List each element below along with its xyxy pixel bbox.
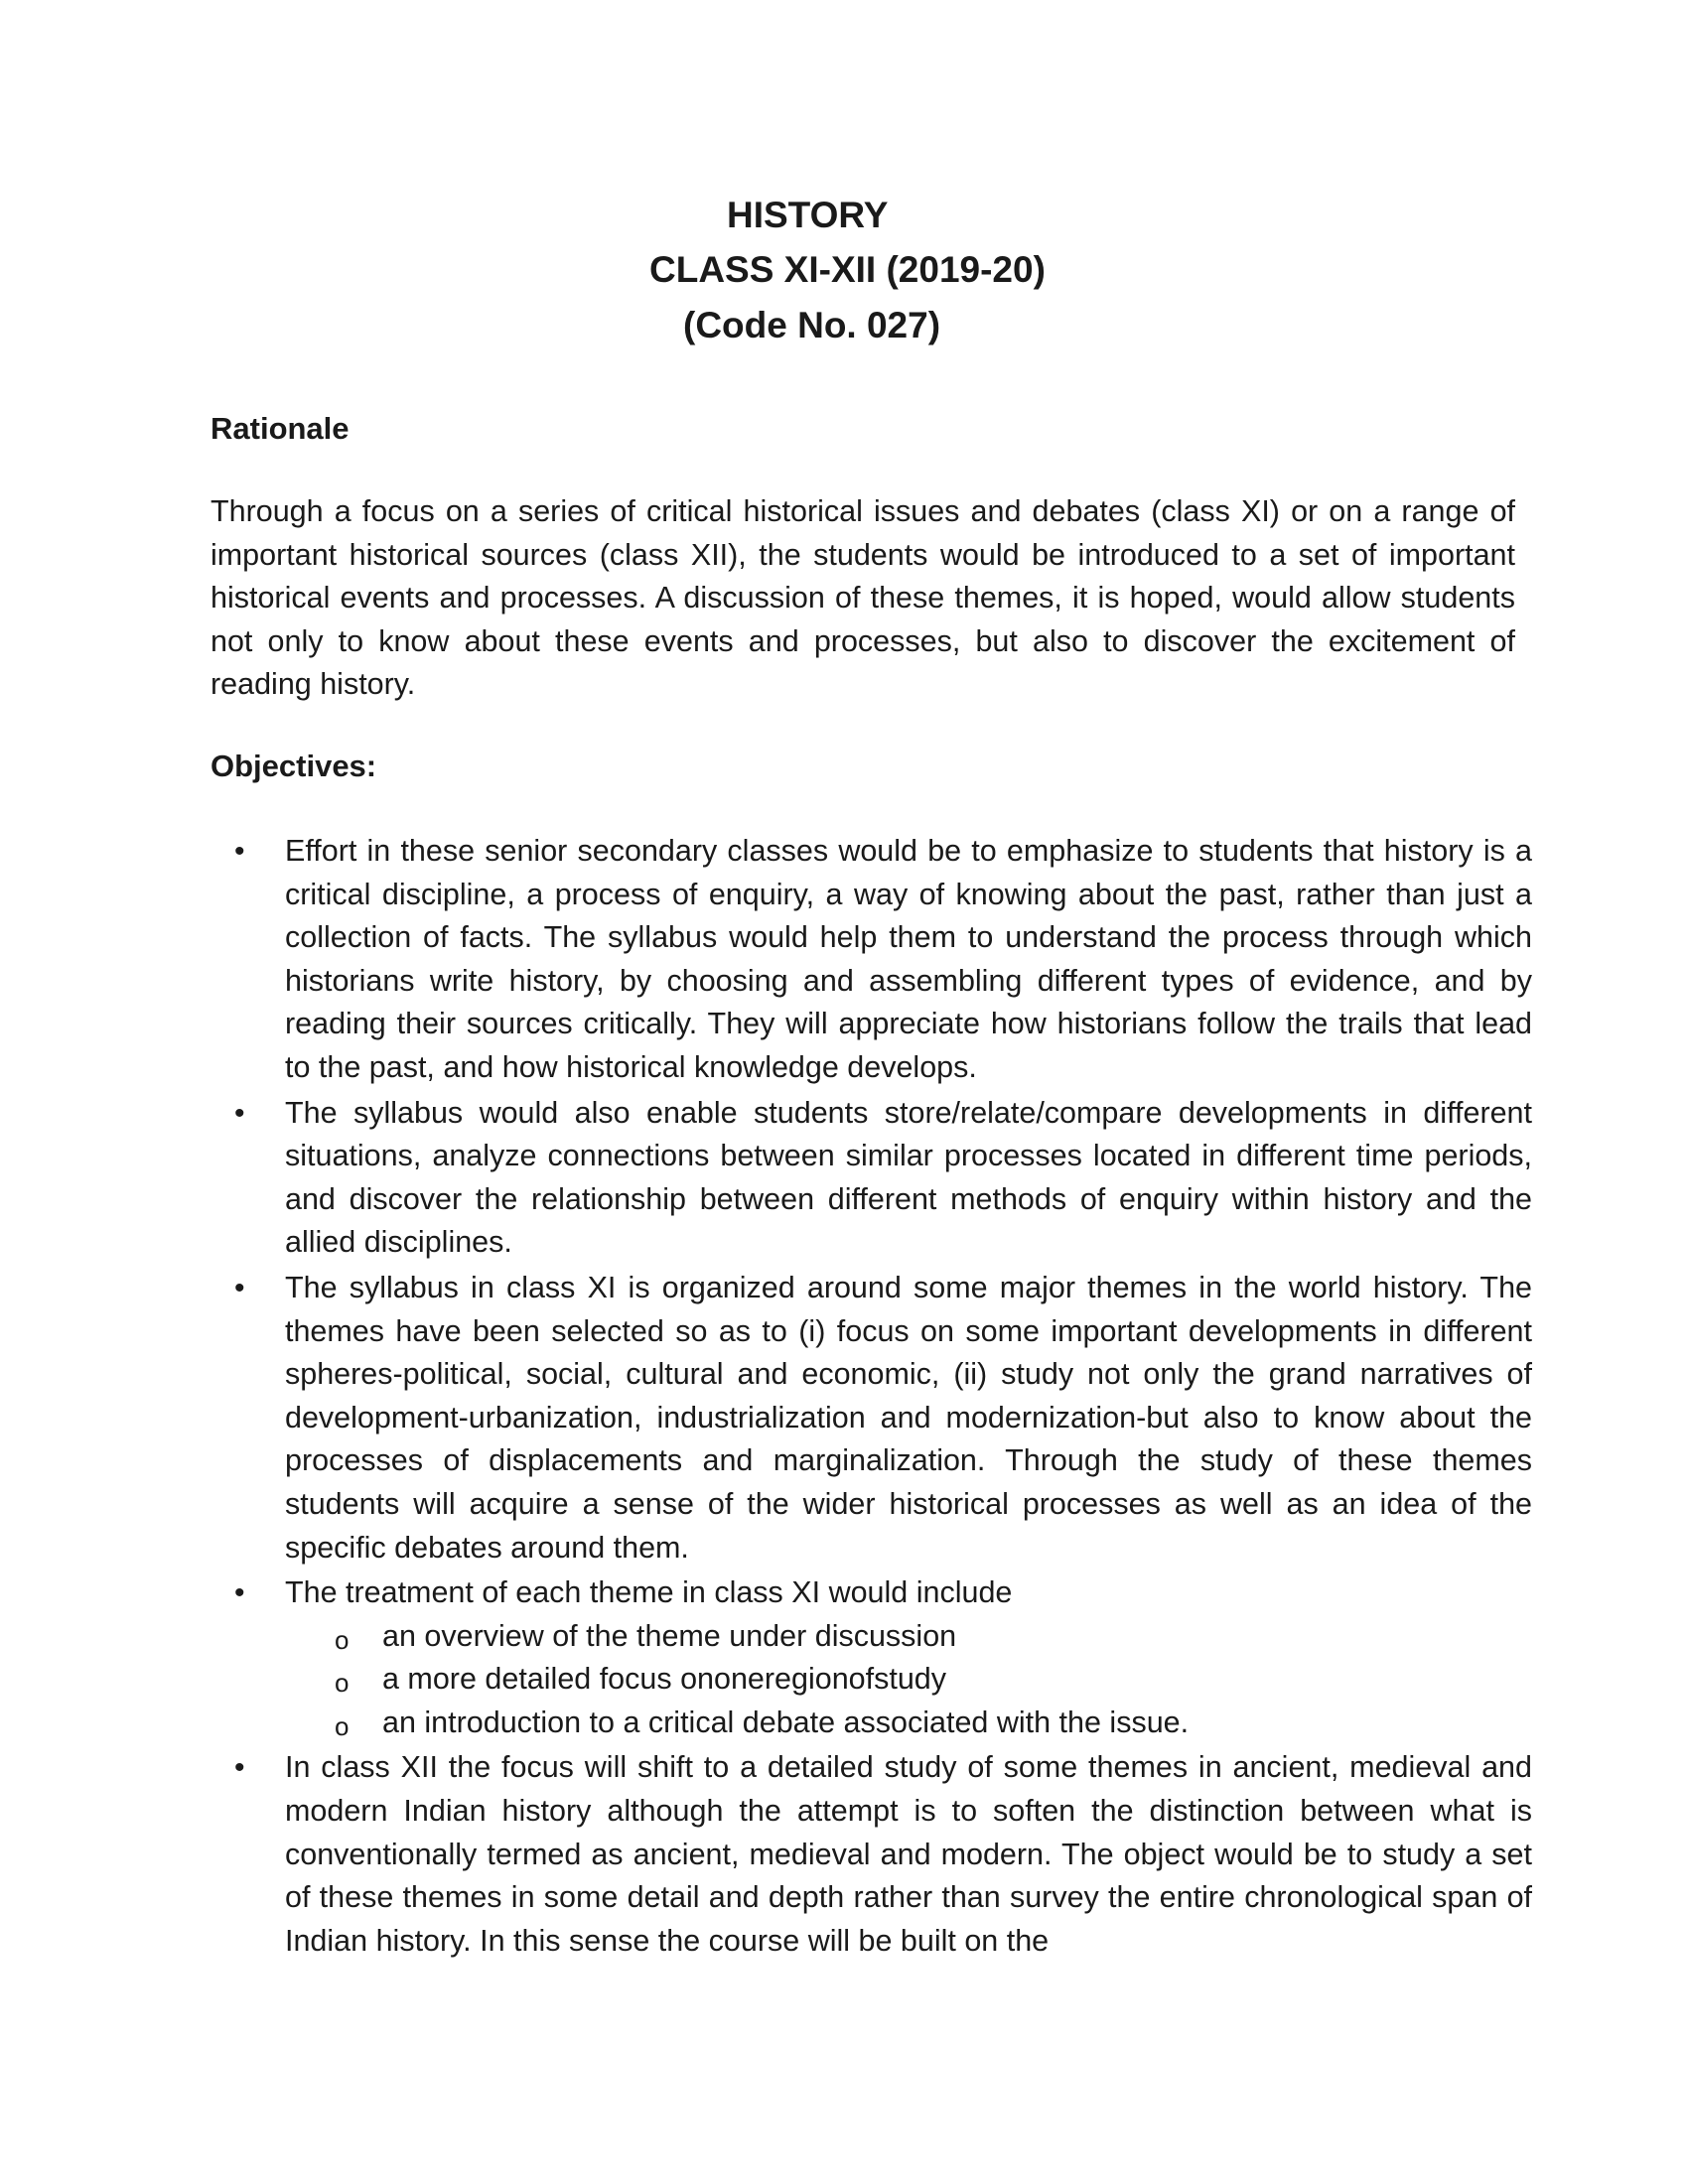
- objective-item-3: [0, 1267, 1688, 1570]
- objective-text: Effort in these senior secondary classes would be to emphasize to students that history is a critical discipline, a process of enquiry, a way of knowing about the past, rather than just a collection of facts. The syllabus would help them to understand the process through which historians write history, by choosing and assembling different types of evidence, and by reading their sources critically. They will appreciate how historians follow the trails that lead to the past, and how historical knowledge develops.: [285, 834, 1532, 1084]
- objective-text: The syllabus would also enable students store/relate/compare developments in different situations, analyze connections between similar processes located in different time periods, and discover the relationship between different methods of enquiry within history and the allied disciplines.: [285, 1095, 1532, 1260]
- objective-item-4: [0, 1571, 1688, 1744]
- objective-subitems: [0, 1615, 1688, 1745]
- bullet-icon: •: [234, 1751, 245, 1785]
- sub-item-2: [0, 1658, 1688, 1702]
- objective-item-1: [0, 830, 1688, 1090]
- document-title: HISTORY: [727, 195, 889, 235]
- document-subtitle-code: (Code No. 027): [683, 305, 941, 345]
- bullet-icon: •: [234, 835, 245, 868]
- bullet-icon: •: [234, 1271, 245, 1304]
- bullet-icon: •: [234, 1096, 245, 1130]
- objective-item-5: [0, 1746, 1688, 1963]
- sub-item-text: an introduction to a critical debate associated with the issue.: [382, 1705, 1190, 1739]
- sub-bullet-icon: o: [335, 1624, 350, 1655]
- objective-item-2: [0, 1092, 1688, 1265]
- objectives-list: [0, 830, 1688, 1965]
- sub-item-text: an overview of the theme under discussion: [382, 1618, 957, 1653]
- bullet-icon: •: [234, 1576, 245, 1610]
- rationale-heading: Rationale: [211, 411, 350, 446]
- document-subtitle-class: CLASS XI-XII (2019-20): [649, 249, 1046, 290]
- objective-text: The treatment of each theme in class XI would include: [285, 1575, 1013, 1610]
- objectives-heading: Objectives:: [211, 749, 377, 783]
- objective-text: The syllabus in class XI is organized around some major themes in the world history. The themes have been selected so as to (i) focus on some important developments in different spheres-political, social, cultural and economic, (ii) study not only the grand narratives of development-urbanization, industrialization and modernization-but also to know about the processes of displacements and marginalization. Through the study of these themes students will acquire a sense of the wider historical processes as well as an idea of the specific debates around them.: [285, 1270, 1532, 1565]
- sub-item-3: [0, 1702, 1688, 1745]
- sub-item-1: [0, 1615, 1688, 1659]
- sub-bullet-icon: o: [335, 1668, 350, 1699]
- sub-item-text: a more detailed focus ononeregionofstudy: [382, 1662, 947, 1697]
- rationale-paragraph: Through a focus on a series of critical historical issues and debates (class XI) or on a range of important historical sources (class XII), the students would be introduced to a set of important historical events and processes. A discussion of these themes, it is hoped, would allow students not only to know about these events and processes, but also to discover the excitement of reading history.: [211, 494, 1515, 702]
- sub-bullet-icon: o: [335, 1710, 350, 1741]
- objective-text: In class XII the focus will shift to a detailed study of some themes in ancient, medieval and modern Indian history although the attempt is to soften the distinction between what is conventionally termed as ancient, medieval and modern. The object would be to study a set of these themes in some detail and depth rather than survey the entire chronological span of Indian history. In this sense the course will be built on the: [285, 1750, 1532, 1958]
